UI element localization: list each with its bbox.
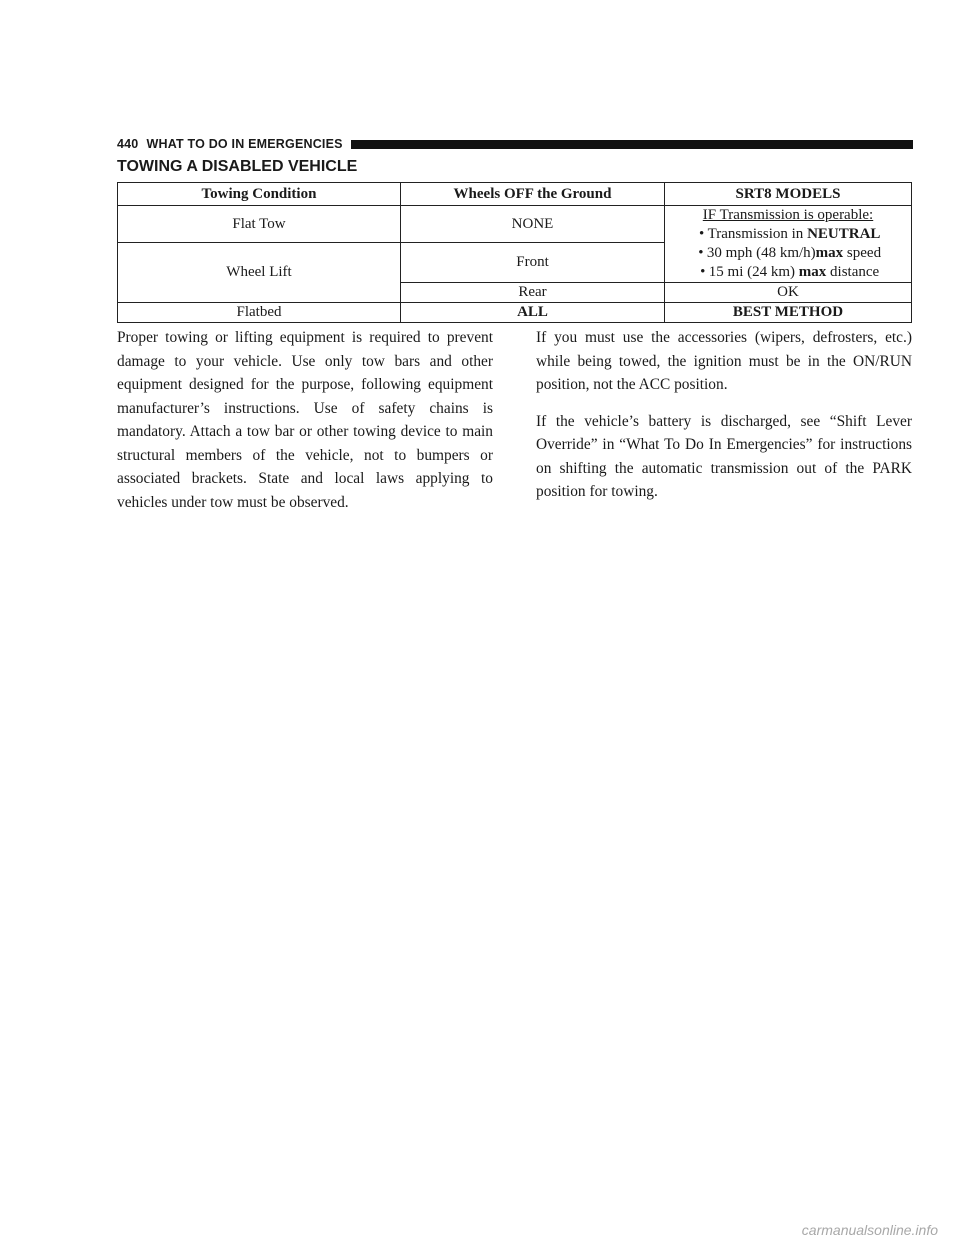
cell-flat-tow-wheels: NONE [401,206,665,243]
cell-flatbed-value: BEST METHOD [665,303,912,323]
note-line-3-emphasis: max [798,264,827,280]
cell-wheel-lift: Wheel Lift [118,243,401,303]
header-srt8-models: SRT8 MODELS [665,183,912,206]
note-line-3-text: 15 mi (24 km) [708,264,799,280]
bullet-icon: • [698,245,704,261]
bullet-icon: • [698,226,705,242]
note-line-3-suffix: distance [830,264,880,280]
list-item [671,225,905,244]
cell-flatbed: Flatbed [118,303,401,323]
paragraph-battery-discharged: If the vehicle’s battery is discharged, see “Shift Lever Override” in “What To Do In Emergencies” for instructions on shifting the automatic transmission out of the PARK position for towing. [536,412,912,500]
cell-srt8-note [665,206,912,283]
cell-wheel-lift-front: Front [401,243,665,283]
cell-flatbed-wheels: ALL [401,303,665,323]
cell-flat-tow: Flat Tow [118,206,401,243]
note-line-2-suffix: speed [846,245,882,261]
bullet-icon: • [700,264,706,280]
left-column [117,326,493,527]
cell-rear-value: OK [665,283,912,303]
note-line-1-emphasis: NEUTRAL [807,226,881,242]
table-header-row [118,183,912,206]
note-line-1-text: Transmission in [707,226,808,242]
note-line-2-emphasis: max [815,245,844,261]
header-towing-condition: Towing Condition [118,183,401,206]
note-line-2-text: 30 mph (48 km/h) [706,245,816,261]
list-item [671,244,905,263]
header-wheels-off: Wheels OFF the Ground [401,183,665,206]
right-column [536,326,912,517]
table-row [118,206,912,243]
towing-table [117,182,912,323]
page-header [117,136,913,152]
paragraph-accessories: If you must use the accessories (wipers, defrosters, etc.) while being towed, the ignition must be in the ON/RUN position, not the ACC position. [536,329,912,393]
watermark: carmanualsonline.info [801,1222,938,1238]
list-item [671,263,905,282]
srt8-note-heading: IF Transmission is operable: [702,207,874,223]
section-name: WHAT TO DO IN EMERGENCIES [146,137,343,151]
paragraph-towing-equipment: Proper towing or lifting equipment is required to prevent damage to your vehicle. Use only tow bars and other equipment designed for the purpose, following equipment manufacturer’s instructions. Use of safety chains is mandatory. Attach a tow bar or other towing device to main structural members of the vehicle, not to bumpers or associated brackets. State and local laws applying to vehicles under tow must be observed. [117,329,493,511]
table-row [118,303,912,323]
page-number: 440 [117,137,139,151]
section-title: TOWING A DISABLED VEHICLE [117,158,358,175]
cell-wheel-lift-rear: Rear [401,283,665,303]
header-rule [351,140,913,149]
